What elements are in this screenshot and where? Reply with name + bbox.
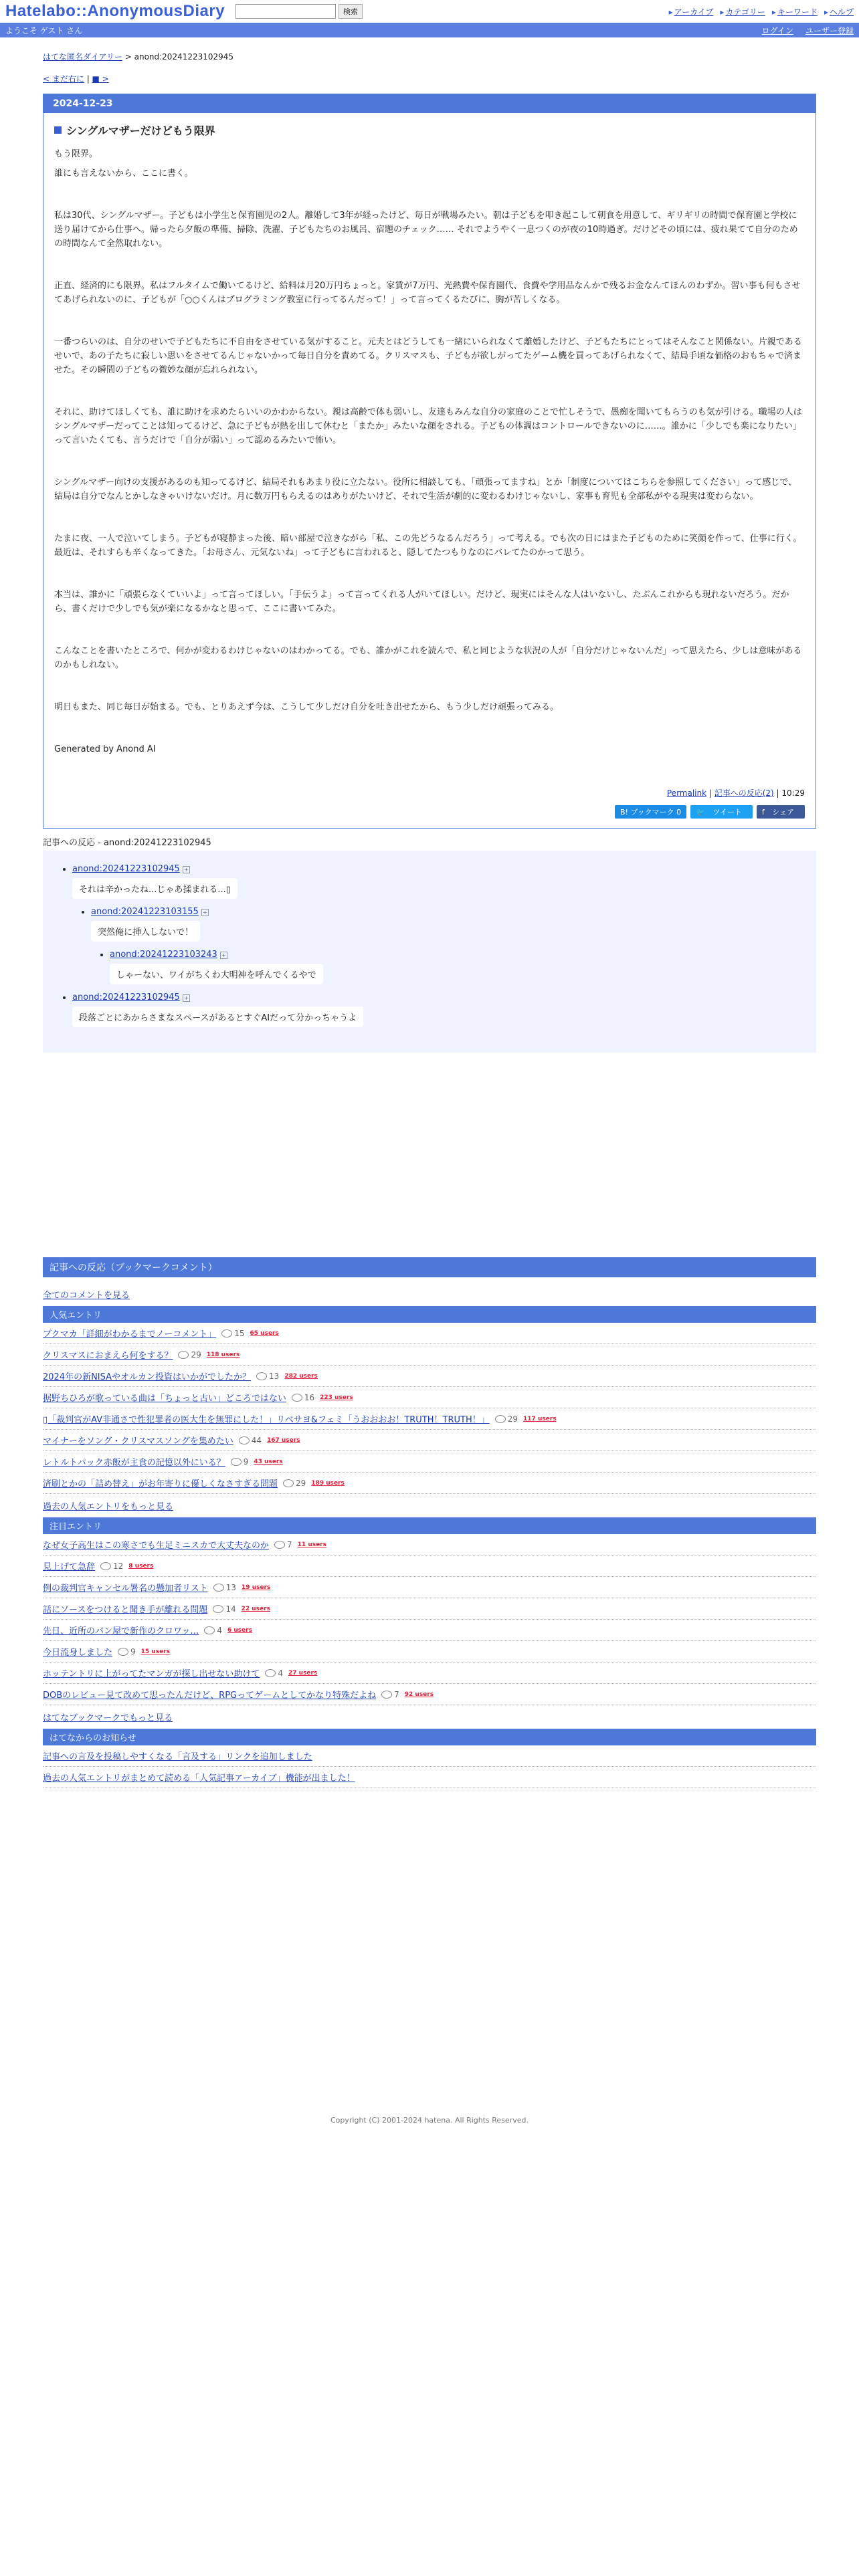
- search-input[interactable]: [235, 4, 336, 19]
- entry-footer: Permalink | 記事への反応(2) | 10:29: [666, 788, 805, 798]
- toggle-icon[interactable]: +: [201, 909, 209, 916]
- user-bar: [0, 23, 859, 37]
- comment-count: [256, 1372, 279, 1381]
- list-item: [43, 1344, 816, 1366]
- top-nav: [669, 6, 854, 17]
- comment-count-value: 13: [225, 1582, 237, 1592]
- nav-archive[interactable]: ▸ アーカイブ: [669, 6, 714, 17]
- list-item: [43, 1641, 816, 1662]
- reaction-text: 突然俺に挿入しないで！: [91, 921, 200, 942]
- comment-count: [292, 1393, 314, 1402]
- notice-link[interactable]: 過去の人気エントリがまとめて読める「人気記事アーカイブ」機能が出ました！: [43, 1774, 355, 1784]
- comment-count-value: 29: [191, 1350, 201, 1360]
- users-badge[interactable]: 15 users: [140, 1648, 170, 1655]
- share-buttons: [54, 805, 805, 819]
- pager-separator: |: [84, 74, 92, 84]
- list-item: [43, 1430, 816, 1451]
- list-item: [43, 1366, 816, 1387]
- comment-count-value: 7: [287, 1539, 292, 1549]
- nav-category[interactable]: ▸ カテゴリー: [720, 6, 765, 17]
- tweet-button-label: ツイート: [712, 808, 742, 817]
- footer-copyright: Copyright (C) 2001-2024 hatena. All Rights Reserved.: [330, 2116, 529, 2125]
- comment-count-value: 9: [130, 1646, 136, 1656]
- comment-count: [274, 1540, 292, 1549]
- comment-count-value: 44: [251, 1435, 262, 1445]
- reactions-link[interactable]: 記事への反応(2): [714, 788, 774, 798]
- list-item: [43, 1662, 816, 1684]
- breadcrumb: [43, 51, 816, 62]
- noted-entries-list: [43, 1534, 816, 1705]
- reaction-item: [91, 907, 805, 988]
- comment-count: [204, 1626, 222, 1635]
- popular-entries-list: [43, 1323, 816, 1494]
- nav-help[interactable]: ▸ ヘルプ: [824, 6, 854, 17]
- comment-count: [213, 1604, 235, 1614]
- popular-entries-head: 人気エントリ: [43, 1306, 816, 1323]
- entry-link[interactable]: 済刷とかの「詰め替え」がお年寄りに優しくなさすぎる問題: [43, 1479, 278, 1489]
- breadcrumb-home[interactable]: はてな匿名ダイアリー: [43, 52, 122, 62]
- entry-link[interactable]: レトルトパック赤飯が主食の記憶以外にいる？: [43, 1458, 225, 1468]
- entry-link[interactable]: ▯「裁判官がAV非通さで性犯罪者の医大生を無罪にした！」リベサヨ&フェミ「うおおおお！TRUTH！TRUTH！」: [43, 1415, 490, 1425]
- login-link[interactable]: ログイン: [761, 25, 793, 35]
- search-button[interactable]: 検索: [339, 4, 363, 19]
- comment-count: [231, 1457, 249, 1467]
- comment-count-value: 7: [394, 1689, 399, 1699]
- speech-bubble-icon: [283, 1479, 294, 1487]
- list-item: [43, 1577, 816, 1598]
- permalink[interactable]: Permalink: [666, 788, 707, 798]
- toggle-icon[interactable]: +: [220, 952, 227, 959]
- users-badge[interactable]: 65 users: [250, 1329, 279, 1337]
- pager-next[interactable]: ■ >: [92, 74, 109, 84]
- entry-paragraph: それに、助けてほしくても、誰に助けを求めたらいいのかわからない。親は高齢で体も弱いし、友達もみんな自分の家庭のことで忙しそうで、愚痴を聞いてもらうのも気が引ける。職場の人はシングルマザーだってことは知ってるけど、急に子どもが熱を出して休むと「またか」みたいな顔をされる。子どもの体調はコントロールできないのに……。誰かに「少しでも楽になりたい」って言いたくても、言うだけで「自分が弱い」って認めるみたいで怖い。: [54, 407, 802, 445]
- breadcrumb-separator: >: [122, 52, 134, 62]
- reaction-text: それは辛かったね...じゃあ揉まれる...▯: [72, 878, 237, 899]
- entry-title: [54, 122, 805, 138]
- users-badge[interactable]: 223 users: [320, 1394, 353, 1401]
- entry-time: 10:29: [781, 788, 805, 798]
- entry-link[interactable]: 話にソースをつけると聞き手が離れる問題: [43, 1605, 208, 1615]
- noted-entries-head: 注目エントリ: [43, 1517, 816, 1534]
- list-item: [43, 1408, 816, 1430]
- users-badge[interactable]: 22 users: [241, 1605, 270, 1612]
- entry-link[interactable]: ブクマカ「詳細がわかるまでノーコメント」: [43, 1329, 217, 1339]
- popular-more-link[interactable]: 過去の人気エントリをもっと見る: [43, 1502, 174, 1512]
- entry-link[interactable]: DOBのレビュー見て改めて思ったんだけど、RPGってゲームとしてかなり特殊だよね: [43, 1691, 377, 1701]
- speech-bubble-icon: [265, 1669, 276, 1677]
- welcome-text: ようこそ ゲスト さん: [5, 25, 83, 35]
- entry-paragraph: 私は30代、シングルマザー。子どもは小学生と保育園児の2人。離婚して3年が経ったけど、毎日が戦場みたい。朝は子どもを叩き起こして朝食を用意して、ギリギリの時間で保育園と学校に送り届けてから仕事へ。帰ったら夕飯の準備、掃除、洗濯、子どもたちのお風呂、宿題のチェック…… それでようやく一息つくのが夜の10時過ぎ。だけどその頃には、疲れ果てて自分のための時間なんて全然取れない。: [54, 211, 798, 249]
- entry-link[interactable]: 2024年の新NISAやオルカン投資はいかがでしたか？: [43, 1372, 252, 1382]
- speech-bubble-icon: [231, 1458, 242, 1466]
- notices-head: はてなからのお知らせ: [43, 1729, 816, 1745]
- comment-count-value: 9: [243, 1457, 249, 1467]
- entry-paragraph: こんなことを書いたところで、何かが変わるわけじゃないのはわかってる。でも、誰かがこれを読んで、私と同じような状況の人が「自分だけじゃないんだ」って思えたら、少しは意味があるのかもしれない。: [54, 646, 802, 670]
- reaction-link[interactable]: anond:20241223102945: [72, 992, 180, 1002]
- entry-paragraph: 正直、経済的にも限界。私はフルタイムで働いてるけど、給料は月20万円ちょっと。家賃が7万円、光熱費や保育園代、食費や学用品なんかで残るお金なんてほんのわずか。習い事も何もさせてあげられないのに、子どもが「○○くんはプログラミング教室に行ってるんだって！」って言ってくるたびに、胸が苦しくなる。: [54, 281, 801, 305]
- main-content: [43, 51, 816, 1788]
- speech-bubble-icon: [204, 1626, 215, 1634]
- entry-generated-note: Generated by Anond AI: [54, 744, 156, 754]
- comment-count: [100, 1562, 123, 1571]
- entry-paragraph: もう限界。: [54, 149, 98, 159]
- entry-link[interactable]: ホッテントリに上がってたマンガが探し出せない助けて: [43, 1669, 260, 1679]
- list-item: [43, 1534, 816, 1555]
- reactions-label: 記事への反応 - anond:20241223102945: [43, 838, 211, 848]
- speech-bubble-icon: [118, 1648, 128, 1656]
- users-badge[interactable]: 11 users: [297, 1541, 326, 1548]
- top-bar: [0, 0, 859, 23]
- popular-more-wrap: [43, 1494, 816, 1517]
- speech-bubble-icon: [292, 1394, 302, 1402]
- comment-count-value: 16: [304, 1392, 315, 1402]
- reaction-item: [72, 992, 805, 1031]
- entry-body: [43, 113, 816, 828]
- bookmark-comments-head: 記事への反応（ブックマークコメント）: [43, 1257, 816, 1277]
- entry-paragraph: 明日もまた、同じ毎日が始まる。でも、とりあえず今は、こうして少しだけ自分を吐き出せたから、もう少しだけ頑張ってみる。: [54, 702, 559, 712]
- reaction-text: しゃーない、ワイがちくわ大明神を呼んでくるやで: [110, 964, 323, 984]
- facebook-share-button[interactable]: f シェア: [757, 805, 805, 819]
- users-badge[interactable]: 92 users: [404, 1691, 434, 1698]
- users-badge[interactable]: 8 users: [128, 1562, 154, 1570]
- entry-link[interactable]: 例の裁判官キャンセル署名の懸加者リスト: [43, 1584, 208, 1594]
- toggle-icon[interactable]: +: [183, 866, 190, 873]
- search-form: [235, 4, 363, 19]
- list-item: [43, 1555, 816, 1577]
- notice-link[interactable]: 記事への言及を投稿しやすくなる「言及する」リンクを追加しました: [43, 1752, 312, 1762]
- entry-link[interactable]: マイナーをソング・クリスマスソングを集めたい: [43, 1436, 233, 1446]
- comment-count: [381, 1690, 399, 1699]
- users-badge[interactable]: 117 users: [523, 1415, 557, 1422]
- comment-count: [221, 1329, 244, 1338]
- entry-paragraph: 一番つらいのは、自分のせいで子どもたちに不自由をさせている気がすること。元夫とはどうしても一緒にいられなくて離婚したけど、子どもたちにとってはそんなこと関係ない。片親であるせいで、あの子たちに寂しい思いをさせてるんじゃないかって毎日自分を責めてる。クリスマスも、子どもが欲しがってたゲーム機を買ってあげられなくて、結局手頃な価格のおもちゃで済ませた。その瞬間の子どもの微妙な顔が忘れられない。: [54, 337, 802, 375]
- comment-count: [495, 1414, 518, 1424]
- list-item: [43, 1451, 816, 1473]
- all-comments-link-wrap: [43, 1283, 816, 1306]
- hatena-bookmark-button[interactable]: B! ブックマーク 0: [615, 805, 686, 819]
- entry-box: [43, 94, 816, 829]
- comment-count-value: 14: [225, 1604, 236, 1614]
- reaction-tree: [43, 851, 816, 1053]
- list-item: [43, 1387, 816, 1408]
- entry-paragraph: シングルマザー向けの支援があるのも知ってるけど、結局それもあまり役に立たない。役所に相談しても、「頑張ってますね」とか「制度についてはこちらを参照してください」って感じで、結局は自分でなんとかしなきゃいけないだけ。月に数万円もらえるのはありがたいけど、それで生活が劇的に変わるわけじゃないし、家事も育児も全部私がやる現実は変わらない。: [54, 477, 797, 502]
- nav-keyword[interactable]: ▸ キーワード: [772, 6, 818, 17]
- users-badge[interactable]: 6 users: [227, 1626, 253, 1634]
- comment-count: [178, 1350, 201, 1360]
- reaction-item: [110, 950, 805, 988]
- comment-count: [239, 1436, 262, 1445]
- reaction-item: [72, 864, 805, 988]
- comment-count: [213, 1583, 236, 1592]
- reaction-link[interactable]: anond:20241223102945: [72, 864, 180, 874]
- register-link[interactable]: ユーザー登録: [805, 25, 854, 35]
- comment-count-value: 13: [269, 1371, 280, 1381]
- site-logo[interactable]: Hatelabo::AnonymousDiary: [5, 2, 225, 20]
- entry-title-text: シングルマザーだけどもう限界: [66, 124, 215, 137]
- entry-link[interactable]: 据野ちひろが歌っている曲は「ちょっと古い」どころではない: [43, 1394, 286, 1404]
- entry-link[interactable]: なぜ女子高生はこの寒さでも生足ミニスカで大丈夫なのか: [43, 1541, 270, 1551]
- speech-bubble-icon: [178, 1351, 189, 1359]
- pager-prev[interactable]: < まだ右に: [43, 74, 84, 84]
- comment-count-value: 12: [113, 1561, 124, 1571]
- speech-bubble-icon: [221, 1329, 232, 1337]
- entry-paragraph: 本当は、誰かに「頑張らなくていいよ」って言ってほしい。「手伝うよ」って言ってくれる人がいてほしい。だけど、現実にはそんな人はいないし、たぶんこれからも現れないだろう。だから、書くだけで少しでも気が楽になるかなと思って、ここに書いてみた。: [54, 590, 789, 614]
- reaction-link[interactable]: anond:20241223103155: [91, 907, 199, 917]
- speech-bubble-icon: [256, 1372, 267, 1380]
- reaction-link[interactable]: anond:20241223103243: [110, 950, 217, 960]
- list-item: [43, 1598, 816, 1620]
- entry-link[interactable]: 見上げて急辞: [43, 1562, 96, 1572]
- entry-link[interactable]: クリスマスにおまえら何をする？: [43, 1351, 173, 1361]
- noted-more-wrap: [43, 1705, 816, 1729]
- notices-list: [43, 1745, 816, 1788]
- comment-count-value: 15: [234, 1328, 245, 1338]
- speech-bubble-icon: [213, 1584, 224, 1592]
- comment-count-value: 4: [278, 1668, 283, 1678]
- speech-bubble-icon: [239, 1436, 250, 1444]
- comment-count-value: 29: [507, 1414, 518, 1424]
- breadcrumb-current: anond:20241223102945: [134, 52, 234, 62]
- comment-count: [118, 1647, 136, 1656]
- reaction-text: 段落ごとにあからさまなスペースがあるとすぐAIだって分かっちゃうよ: [72, 1006, 363, 1027]
- speech-bubble-icon: [495, 1415, 506, 1423]
- toggle-icon[interactable]: +: [183, 994, 190, 1002]
- entry-link[interactable]: 今日流身しました: [43, 1648, 113, 1658]
- all-comments-link[interactable]: 全てのコメントを見る: [43, 1291, 130, 1301]
- users-badge[interactable]: 118 users: [206, 1351, 240, 1358]
- list-item: [43, 1323, 816, 1344]
- comment-count: [283, 1479, 306, 1488]
- users-badge[interactable]: 167 users: [266, 1436, 300, 1444]
- users-badge[interactable]: 19 users: [242, 1584, 271, 1591]
- entry-paragraph: 誰にも言えないから、ここに書く。: [54, 169, 193, 179]
- comment-count: [265, 1669, 283, 1678]
- list-item: [43, 1684, 816, 1705]
- comment-count-value: 4: [217, 1625, 222, 1635]
- entry-link[interactable]: 先日、近所のパン屋で新作のクロワッ…: [43, 1626, 199, 1636]
- noted-more-link[interactable]: はてなブックマークでもっと見る: [43, 1713, 173, 1723]
- speech-bubble-icon: [274, 1541, 285, 1549]
- comment-count-value: 29: [296, 1478, 306, 1488]
- users-badge[interactable]: 189 users: [311, 1479, 345, 1487]
- list-item: [43, 1767, 816, 1788]
- pager: [43, 73, 816, 84]
- list-item: [43, 1745, 816, 1767]
- entry-paragraph: たまに夜、一人で泣いてしまう。子どもが寝静まった後、暗い部屋で泣きながら「私、この先どうなるんだろう」って考える。でも次の日にはまた子どものために笑顔を作って、仕事に行く。最近は、それすらも辛くなってきた。「お母さん、元気ないね」って子どもに言われると、隠してたつもりなのにバレてたのかって思う。: [54, 534, 802, 558]
- square-icon[interactable]: [54, 126, 62, 134]
- speech-bubble-icon: [100, 1562, 111, 1570]
- users-badge[interactable]: 43 users: [254, 1458, 283, 1465]
- users-badge[interactable]: 27 users: [288, 1669, 318, 1677]
- tweet-button[interactable]: 🐦 ツイート: [690, 805, 753, 819]
- entry-date: 2024-12-23: [43, 94, 816, 113]
- speech-bubble-icon: [213, 1605, 223, 1613]
- users-badge[interactable]: 282 users: [284, 1372, 318, 1380]
- ad-space: [43, 1053, 816, 1257]
- facebook-share-label: シェア: [772, 808, 794, 817]
- list-item: [43, 1620, 816, 1641]
- speech-bubble-icon: [381, 1691, 392, 1699]
- list-item: [43, 1473, 816, 1494]
